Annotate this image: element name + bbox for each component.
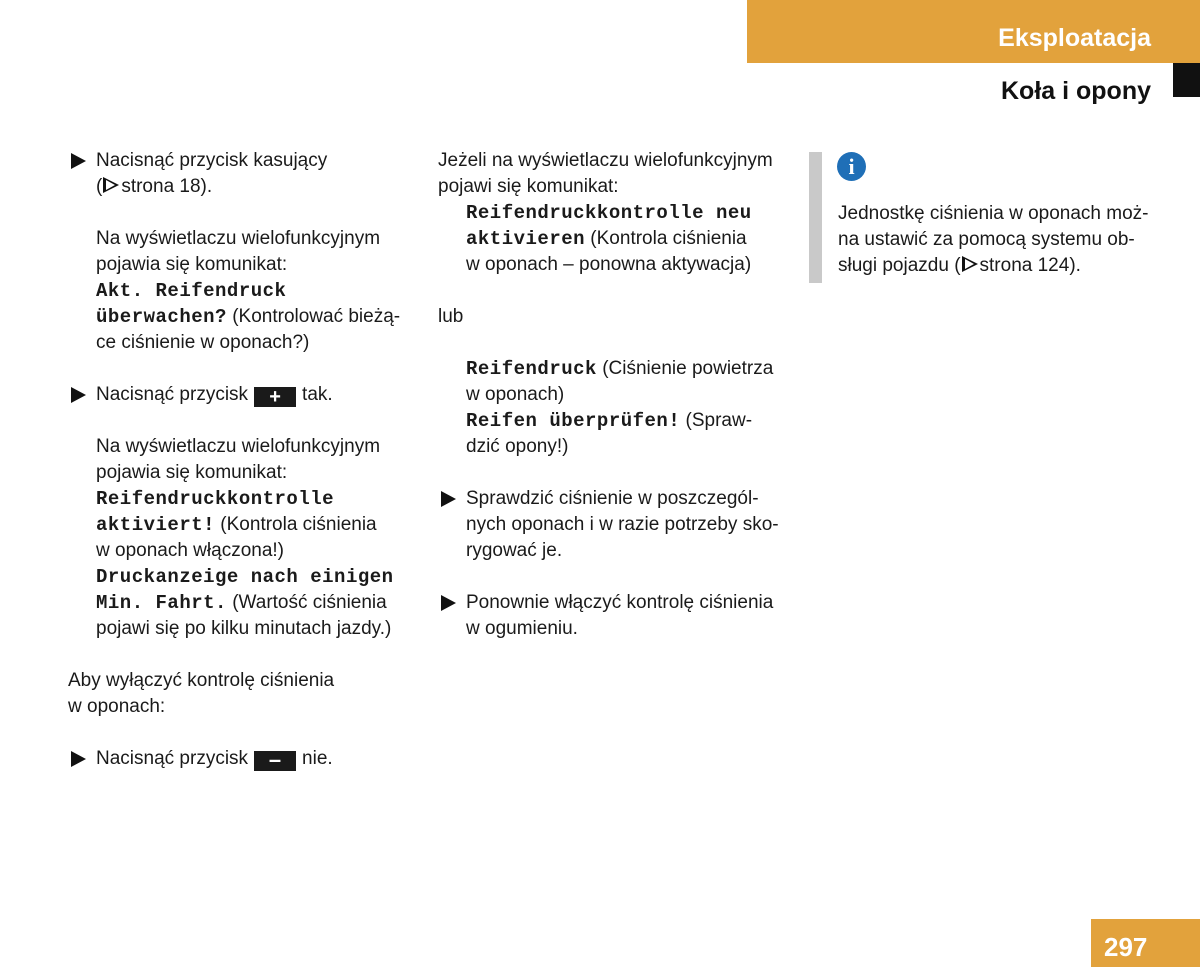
message-block <box>438 356 788 460</box>
text-line: pojawia się komunikat: <box>96 462 288 483</box>
text-line: na ustawić za pomocą systemu ob- <box>838 229 1135 250</box>
step-text: Nacisnąć przycisk <box>96 384 249 405</box>
minus-key-icon: – <box>254 751 296 771</box>
text-line: w oponach) <box>466 384 565 405</box>
text-line: pojawi się komunikat: <box>438 176 619 197</box>
ref-open: ( <box>96 176 103 197</box>
step-text: w ogumieniu. <box>466 618 578 639</box>
display-message: überwachen? <box>96 306 227 328</box>
text-line: sługi pojazdu ( <box>838 255 961 276</box>
step-arrow-icon <box>71 387 86 403</box>
text-line: Jednostkę ciśnienia w oponach moż- <box>838 203 1149 224</box>
display-message: aktivieren <box>466 228 586 250</box>
step-reset-button <box>68 148 418 200</box>
step-text: rygować je. <box>466 540 563 561</box>
plus-key-icon: + <box>254 387 296 407</box>
text-line: pojawia się komunikat: <box>96 254 288 275</box>
display-message: Akt. Reifendruck <box>96 280 287 302</box>
display-message: aktiviert! <box>96 514 216 536</box>
step-reactivate <box>438 590 788 642</box>
message-block <box>68 434 418 642</box>
section-title: Eksploatacja <box>998 24 1151 52</box>
text-line: w oponach: <box>68 696 166 717</box>
text-line: dzić opony!) <box>466 436 569 457</box>
display-message: Reifen überprüfen! <box>466 410 681 432</box>
text-line: Jeżeli na wyświetlaczu wielofunkcyjnym <box>438 150 773 171</box>
page-edge-marker <box>1173 63 1200 97</box>
page-reference[interactable]: strona 18). <box>121 176 213 197</box>
step-text: Sprawdzić ciśnienie w poszczegól- <box>466 488 759 509</box>
display-message: Reifendruckkontrolle neu <box>466 202 752 224</box>
or-separator: lub <box>438 306 464 327</box>
text-line: (Ciśnienie powietrza <box>596 358 774 379</box>
page-number: 297 <box>1091 919 1200 967</box>
subsection-title: Koła i opony <box>1001 77 1151 105</box>
paragraph-intro <box>438 148 788 200</box>
step-text: Ponownie włączyć kontrolę ciśnienia <box>466 592 774 613</box>
text-line: (Wartość ciśnienia <box>226 592 387 613</box>
text-line: ce ciśnienie w oponach?) <box>96 332 310 353</box>
page-reference-icon <box>962 256 978 272</box>
info-sidebar-bar <box>809 152 822 283</box>
text-line: pojawi się po kilku minutach jazdy.) <box>96 618 392 639</box>
text-line: w oponach – ponowna aktywacja) <box>466 254 752 275</box>
info-icon: i <box>837 152 866 181</box>
message-block <box>438 200 788 278</box>
text-line: (Kontrola ciśnienia <box>585 228 747 249</box>
column-middle <box>438 148 788 642</box>
page-reference[interactable]: strona 124). <box>979 255 1081 276</box>
step-check-pressure <box>438 486 788 564</box>
paragraph-disable <box>68 668 418 720</box>
text-line: (Spraw- <box>680 410 753 431</box>
step-arrow-icon <box>71 153 86 169</box>
step-text: nych oponach i w razie potrzeby sko- <box>466 514 779 535</box>
page-reference-icon <box>103 177 119 193</box>
text-line: Aby wyłączyć kontrolę ciśnienia <box>68 670 335 691</box>
message-block <box>68 226 418 356</box>
text-line: Na wyświetlaczu wielofunkcyjnym <box>96 436 381 457</box>
step-text: Nacisnąć przycisk kasujący <box>96 150 328 171</box>
text-line: w oponach włączona!) <box>96 540 284 561</box>
display-message: Reifendruckkontrolle <box>96 488 335 510</box>
step-press-plus <box>68 382 418 408</box>
text-line: (Kontrola ciśnienia <box>215 514 377 535</box>
info-note <box>838 201 1158 279</box>
column-left <box>68 148 418 772</box>
step-text: Nacisnąć przycisk <box>96 748 249 769</box>
step-arrow-icon <box>441 595 456 611</box>
step-press-minus <box>68 746 418 772</box>
step-arrow-icon <box>441 491 456 507</box>
step-text: nie. <box>302 748 333 769</box>
section-tab <box>747 0 1200 63</box>
text-line: (Kontrolować bieżą- <box>226 306 401 327</box>
step-text: tak. <box>302 384 333 405</box>
display-message: Druckanzeige nach einigen <box>96 566 394 588</box>
step-arrow-icon <box>71 751 86 767</box>
display-message: Reifendruck <box>466 358 597 380</box>
display-message: Min. Fahrt. <box>96 592 227 614</box>
text-line: Na wyświetlaczu wielofunkcyjnym <box>96 228 381 249</box>
